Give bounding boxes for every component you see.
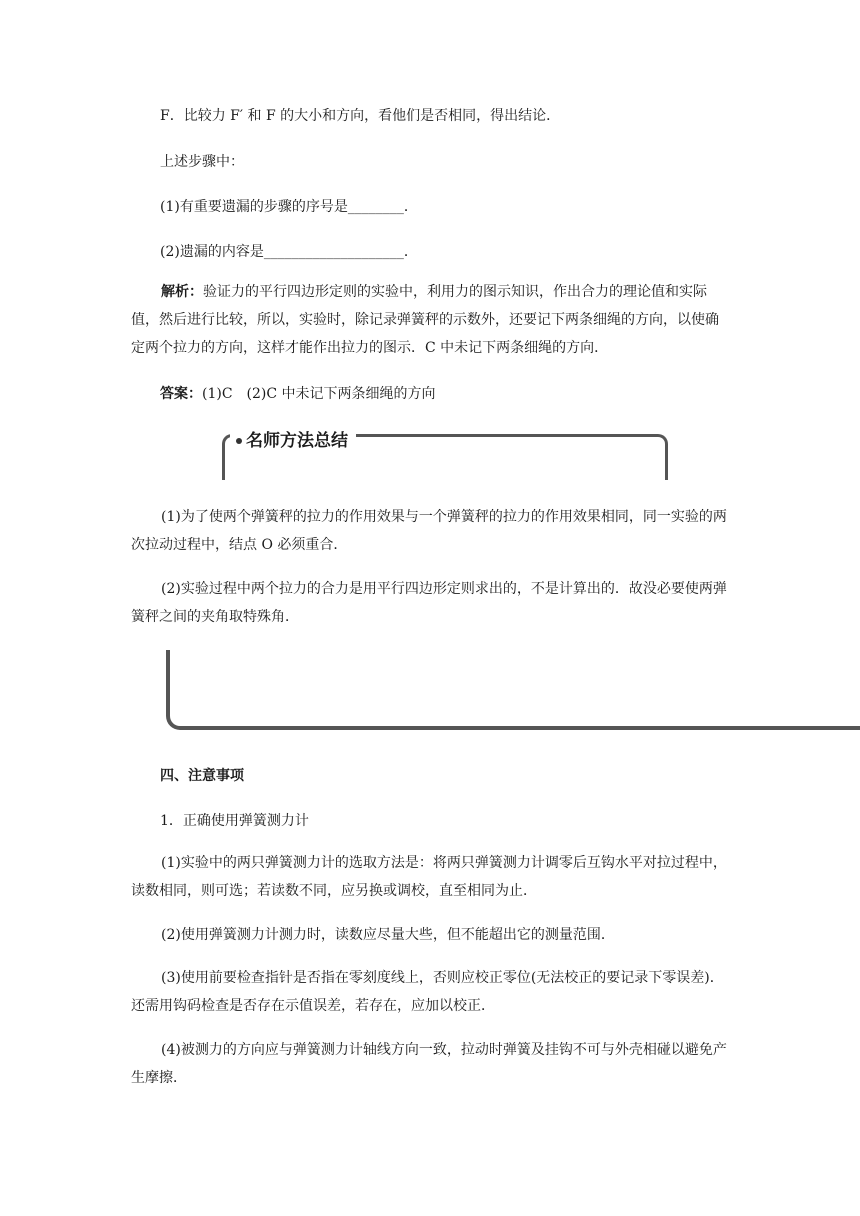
summary-title-text: 名师方法总结 [246,431,348,451]
step-f: F．比较力 F′ 和 F 的大小和方向，看他们是否相同，得出结论． [160,108,561,124]
summary-paragraph-1: (1)为了使两个弹簧秤的拉力的作用效果与一个弹簧秤的拉力的作用效果相同，同一实验的两次拉动过程中，结点 O 必须重合． [131,509,727,553]
summary-paragraph-2: (2)实验过程中两个拉力的合力是用平行四边形定则求出的，不是计算出的．故没必要使两弹簧秤之间的夹角取特殊角． [131,581,727,625]
analysis-label: 解析： [161,284,203,300]
section-title: 四、注意事项 [160,768,244,784]
note-2: (2)使用弹簧测力计测力时，读数应尽量大些，但不能超出它的测量范围． [161,927,615,943]
answer-text: (1)C (2)C 中未记下两条细绳的方向 [202,386,436,402]
steps-intro: 上述步骤中： [160,154,244,170]
note-4: (4)被测力的方向应与弹簧测力计轴线方向一致，拉动时弹簧及挂钩不可与外壳相碰以避免产生摩擦． [131,1042,727,1086]
analysis-text: 验证力的平行四边形定则的实验中，利用力的图示知识，作出合力的理论值和实际值，然后进行比较，所以，实验时，除记录弹簧秤的示数外，还要记下两条细绳的方向，以使确定两个拉力的方向，这样才能作出拉力的图示．C 中未记下两条细绳的方向． [131,284,719,356]
bullet-dot-icon [236,438,242,444]
note-1: (1)实验中的两只弹簧测力计的选取方法是：将两只弹簧测力计调零后互钩水平对拉过程中，读数相同，则可选；若读数不同，应另换或调校，直至相同为止． [131,855,727,899]
subsection-title: 1．正确使用弹簧测力计 [160,813,309,829]
question-1: (1)有重要遗漏的步骤的序号是________． [160,199,418,215]
summary-title [230,430,356,452]
note-3: (3)使用前要检查指针是否指在零刻度线上，否则应校正零位(无法校正的要记录下零误差)．还需用钩码检查是否存在示值误差，若存在，应加以校正． [131,970,724,1014]
analysis-paragraph [131,278,731,362]
question-2: (2)遗漏的内容是____________________． [160,244,418,260]
answer-label: 答案： [160,386,202,402]
answer-line [160,384,436,404]
summary-box-bottom [166,650,860,730]
